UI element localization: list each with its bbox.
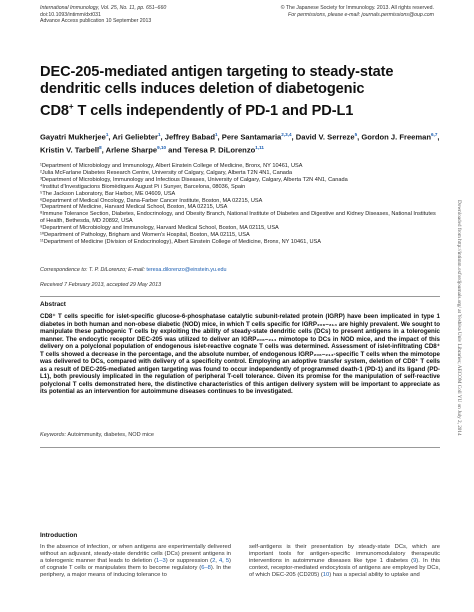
- affiliation-item: ⁷Department of Medicine, Harvard Medical School, Boston, MA 02215, USA: [40, 204, 228, 211]
- abstract-heading: Abstract: [40, 301, 66, 308]
- title-sup: +: [68, 102, 74, 112]
- author-name: Arlene Sharpe: [105, 145, 158, 155]
- correspondence: [40, 267, 440, 274]
- permissions: For permissions, please e-mail: journals.permissions@oup.com: [288, 11, 434, 18]
- email-link[interactable]: teresa.dilorenzo@einstein.yu.edu: [146, 267, 227, 273]
- keywords-label: Keywords:: [40, 432, 67, 438]
- body-text: self-antigens is their presentation by steady-state DCs, which are important tools for antigen-specific immunomodulatory therapeutic interventions in autoimmune diseases like type 1 diabetes (: [249, 544, 440, 565]
- author-name: Pere Santamaria: [221, 132, 282, 142]
- affiliation-item: ³Department of Microbiology, Immunology and Infectious Diseases, University of Calgary, Calgary, Alberta T2N 4N1, Canada: [40, 176, 348, 183]
- title-line-3-post: T cells independently of PD-1 and PD-L1: [73, 103, 354, 120]
- affiliation-item: ⁹Department of Microbiology and Immunology, Harvard Medical School, Boston, MA 02115, USA: [40, 225, 279, 232]
- affiliation-item: ¹⁰Department of Pathology, Brigham and Women's Hospital, Boston, MA 02115, USA: [40, 232, 250, 239]
- advance-access: Advance Access publication 10 September 2013: [40, 18, 152, 25]
- author-affiliation-mark: 1: [214, 132, 218, 137]
- author-affiliation-mark: 6,7: [431, 132, 438, 137]
- affiliation-item: ⁸Immune Tolerance Section, Diabetes, Endocrinology, and Obesity Branch, National Institute of Diabetes and Digestive and Kidney Diseases, National Institutes of Health, Bethesda, MD 20892, USA: [40, 211, 436, 225]
- keywords-text: Autoimmunity, diabetes, NOD mice: [67, 432, 155, 438]
- author-affiliation-mark: 1: [157, 132, 161, 137]
- divider: [40, 447, 440, 448]
- body-text: ,: [215, 558, 219, 565]
- authors-and: and: [166, 145, 184, 155]
- affiliation-list: [40, 163, 440, 246]
- body-text: ,: [222, 558, 226, 565]
- title-line-3-pre: CD8: [40, 103, 69, 120]
- affiliation-item: ²Julia McFarlane Diabetes Research Centre, University of Calgary, Calgary, Alberta T2N 4N1, Canada: [40, 169, 293, 176]
- affiliation-item: ⁴Institut d'Investigacions Biomèdiques August Pi i Sunyer, Barcelona, 08036, Spain: [40, 183, 246, 190]
- journal-header: [40, 5, 166, 25]
- author-name: Ari Geliebter: [112, 132, 158, 142]
- citation-link[interactable]: 4: [218, 558, 223, 565]
- author-affiliation-mark: 1,11: [255, 144, 264, 150]
- intro-column-right: [249, 544, 440, 579]
- author-affiliation-mark: 5: [354, 132, 358, 137]
- affiliation-item: ⁶Department of Medical Oncology, Dana-Farber Cancer Institute, Boston, MA 02215, USA: [40, 197, 263, 204]
- keywords: [40, 432, 154, 438]
- received-dates: Received 7 February 2013, accepted 29 May 2013: [40, 282, 162, 288]
- title-line-2: dendritic cells induces deletion of diabetogenic: [40, 81, 365, 98]
- journal-citation: International Immunology, Vol. 25, No. 11, pp. 651–660: [40, 5, 167, 11]
- citation-link[interactable]: 6–8: [201, 565, 211, 572]
- correspondence-label: Correspondence to: T. P. DiLorenzo;: [40, 267, 127, 273]
- divider: [40, 296, 440, 297]
- body-text: ). In the periphery, a major means of inducing tolerance to: [40, 565, 231, 579]
- body-text: In the absence of infection, or when antigens are experimentally delivered without an adjuvant, steady-state dendritic cells (DCs) present antigens in a tolerogenic manner that leads to deletion (: [40, 544, 231, 565]
- body-text: ) of cognate T cells or manipulates them to become regulatory (: [40, 558, 231, 572]
- download-watermark: [452, 200, 464, 560]
- paper-title: [40, 64, 440, 120]
- copyright-header: [281, 5, 434, 18]
- copyright: © The Japanese Society for Immunology. 2013. All rights reserved.: [280, 5, 434, 11]
- introduction-heading: Introduction: [40, 532, 78, 539]
- citation-link[interactable]: 5: [225, 558, 230, 565]
- citation-link[interactable]: 9: [413, 558, 417, 565]
- affiliation-item: ¹Department of Microbiology and Immunology, Albert Einstein College of Medicine, Bronx, NY 10461, USA: [40, 163, 303, 169]
- body-text: ). In this context, receptor-mediated endocytosis of antigens are employed by DCs, of which DEC-205 (CD205) (: [249, 558, 440, 579]
- author-affiliation-mark: 8: [99, 144, 102, 150]
- author-name: Gayatri Mukherjee: [40, 132, 106, 142]
- author-name: Teresa P. DiLorenzo: [183, 145, 256, 155]
- author-affiliation-mark: 1: [105, 132, 109, 137]
- affiliation-item: ⁵The Jackson Laboratory, Bar Harbor, ME 04609, USA: [40, 190, 176, 197]
- body-text: ) has a special ability to uptake and: [329, 572, 420, 579]
- author-affiliation-mark: 9,10: [157, 144, 167, 150]
- citation-link[interactable]: 1–3: [156, 558, 166, 565]
- title-line-1: DEC-205-mediated antigen targeting to steady-state: [40, 64, 394, 80]
- author-name: Kristin V. Tarbell: [40, 145, 100, 155]
- author-name: Gordon J. Freeman: [361, 132, 431, 142]
- abstract-text: CD8⁺ T cells specific for islet-specific glucose-6-phosphatase catalytic subunit-related protein (IGRP) have been implicated in type 1 diabetes in both human and non-obese diabetic (NOD) mice, in which T cells specific for IGRP₂₀₆–₂₁₄ are highly prevalent. We sought to manipulate these pathogenic T cells by exploiting the ability of steady-state dendritic cells (DCs) to present antigens in a tolerogenic manner. The endocytic receptor DEC-205 was utilized to deliver an IGRP₂₀₆–₂₁₄ mimotope to DCs in NOD mice, and the impact of this delivery on a polyclonal population of endogenous islet-reactive cognate T cells was determined. Assessment of islet-infiltrating CD8⁺ T cells showed a decrease in the percentage, and the absolute number, of endogenous IGRP₂₀₆–₂₁₄-specific T cells when the mimotope was delivered to DCs, compared with delivery of a specificity control. Employing an adoptive transfer system, deletion of CD8⁺ T cells as a result of DEC-205-mediated antigen targeting was found to occur independently of programmed death-1 (PD-1) and its ligand (PD-L1), both previously implicated in the regulation of peripheral T-cell tolerance. Given its promise for the manipulation of self-reactive polyclonal T cells demonstrated here, the distinctive characteristics of this antigen delivery system will be important to appreciate as its potential as an intervention for autoimmune diseases continues to be investigated.: [40, 313, 440, 396]
- body-text: ) or suppression (: [165, 558, 213, 565]
- affiliation-item: ¹¹Department of Medicine (Division of Endocrinology), Albert Einstein College of Medicine, Bronx, NY 10461, USA: [40, 238, 321, 245]
- author-name: David V. Serreze: [295, 132, 355, 142]
- citation-link[interactable]: 2: [212, 558, 216, 565]
- email-label: E-mail:: [128, 267, 145, 273]
- author-list: Gayatri Mukherjee$^1$, Ari Geliebter$^1$, Jeffrey Babad$^1$, Pere Santamaria$^{2,3,4}$, David V. Serreze$^5$, Gordon J. Freeman$^{6,7}$, Kristin V. Tarbell$^8$, Arlene Sharpe$^{9,10}$ and Teresa P. DiLorenzo$^{1,11}$: [40, 132, 440, 155]
- author-affiliation-mark: 2,3,4: [281, 132, 292, 137]
- citation-link[interactable]: 10: [322, 572, 330, 579]
- intro-column-left: [40, 544, 231, 579]
- download-note[interactable]: Downloaded from http://intimm.oxfordjournals.org/ at Yeshiva Univ Libraries; AECOM Coll YU on July 2, 2014: [456, 200, 462, 436]
- doi[interactable]: doi:10.1093/intimm/dxt031: [40, 11, 101, 18]
- author-name: Jeffrey Babad: [164, 132, 215, 142]
